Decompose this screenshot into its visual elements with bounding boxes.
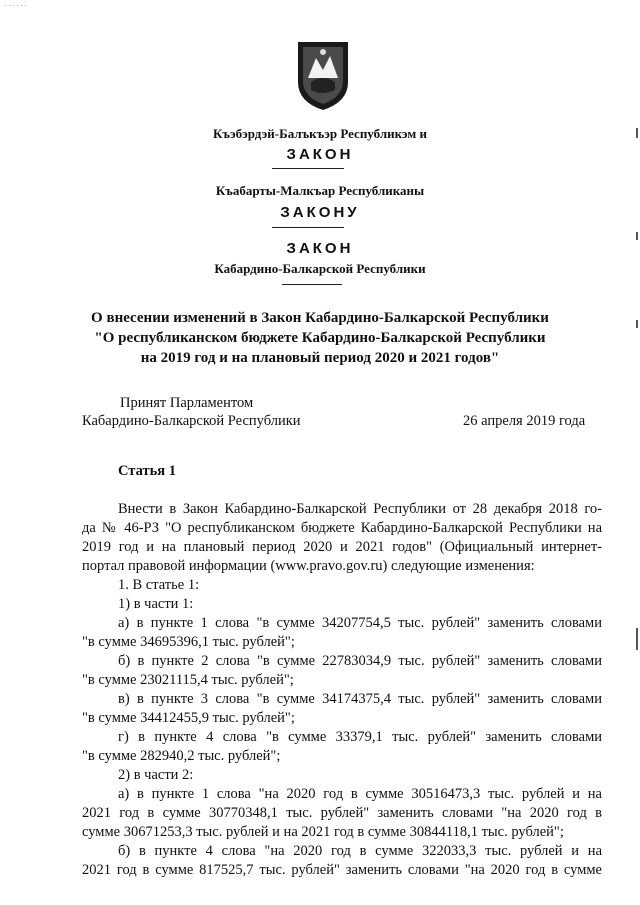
- article-heading: Статья 1: [118, 463, 176, 479]
- header-divider: [282, 284, 342, 285]
- law-title-line-2: "О республиканском бюджете Кабардино-Балкарской Республики: [94, 330, 546, 346]
- scan-header-mark: · · · · · ·: [4, 2, 27, 10]
- body-line: а) в пункте 1 слова "в сумме 34207754,5 тыс. рублей" заменить словами: [118, 615, 602, 631]
- article-body: [82, 500, 602, 880]
- header-zakon-kabardian: ЗАКОН: [286, 146, 354, 163]
- body-line: "в сумме 34412455,9 тыс. рублей";: [82, 710, 295, 726]
- body-line: да № 46-РЗ "О республиканском бюджете Кабардино-Балкарской Республики на: [82, 520, 602, 536]
- header-zakon-russian: ЗАКОН: [286, 240, 354, 257]
- body-line: 2) в части 2:: [118, 767, 194, 783]
- header-kabardian-line: Къэбэрдэй-Балъкъэр Республикэм и: [212, 126, 428, 141]
- header-zakon-balkar: ЗАКОНУ: [280, 204, 360, 221]
- body-line: б) в пункте 2 слова "в сумме 22783034,9 тыс. рублей" заменить словами: [118, 653, 602, 669]
- body-line: сумме 30671253,3 тыс. рублей и на 2021 год в сумме 30844118,1 тыс. рублей";: [82, 824, 564, 840]
- header-balkar-line: Къабарты-Малкъар Республиканы: [215, 183, 425, 198]
- header-russian-line: Кабардино-Балкарской Республики: [214, 261, 426, 276]
- coat-of-arms-emblem: [294, 38, 352, 112]
- page-edge-mark: [636, 232, 638, 240]
- adopted-by-label: Принят Парламентом: [120, 395, 254, 411]
- body-line: "в сумме 282940,2 тыс. рублей";: [82, 748, 281, 764]
- header-divider: [272, 168, 344, 169]
- body-line: портал правовой информации (www.pravo.gov.ru) следующие изменения:: [82, 558, 535, 574]
- body-line: б) в пункте 4 слова "на 2020 год в сумме 322033,3 тыс. рублей и на: [118, 843, 602, 859]
- body-line: 2021 год в сумме 817525,7 тыс. рублей" заменить словами "на 2020 год в сумме: [82, 862, 602, 878]
- body-line: 2021 год в сумме 30770348,1 тыс. рублей" заменить словами "на 2020 год в: [82, 805, 602, 821]
- body-line: 2019 год и на плановый период 2020 и 2021 годов" (Официальный интернет-: [82, 539, 602, 555]
- body-line: а) в пункте 1 слова "на 2020 год в сумме 30516473,3 тыс. рублей и на: [118, 786, 602, 802]
- body-line: "в сумме 34695396,1 тыс. рублей";: [82, 634, 295, 650]
- parliament-name: Кабардино-Балкарской Республики: [82, 413, 301, 429]
- adoption-date: 26 апреля 2019 года: [463, 413, 586, 429]
- law-title-line-1: О внесении изменений в Закон Кабардино-Балкарской Республики: [91, 310, 549, 326]
- body-line: Внести в Закон Кабардино-Балкарской Республики от 28 декабря 2018 го-: [118, 501, 602, 517]
- body-line: "в сумме 23021115,4 тыс. рублей";: [82, 672, 294, 688]
- page-edge-mark: [636, 628, 638, 650]
- body-line: г) в пункте 4 слова "в сумме 33379,1 тыс. рублей" заменить словами: [118, 729, 602, 745]
- body-line: в) в пункте 3 слова "в сумме 34174375,4 тыс. рублей" заменить словами: [118, 691, 602, 707]
- body-line: 1) в части 1:: [118, 596, 194, 612]
- body-line: 1. В статье 1:: [118, 577, 200, 593]
- law-title-line-3: на 2019 год и на плановый период 2020 и 2021 годов": [140, 350, 500, 366]
- header-divider: [272, 227, 344, 228]
